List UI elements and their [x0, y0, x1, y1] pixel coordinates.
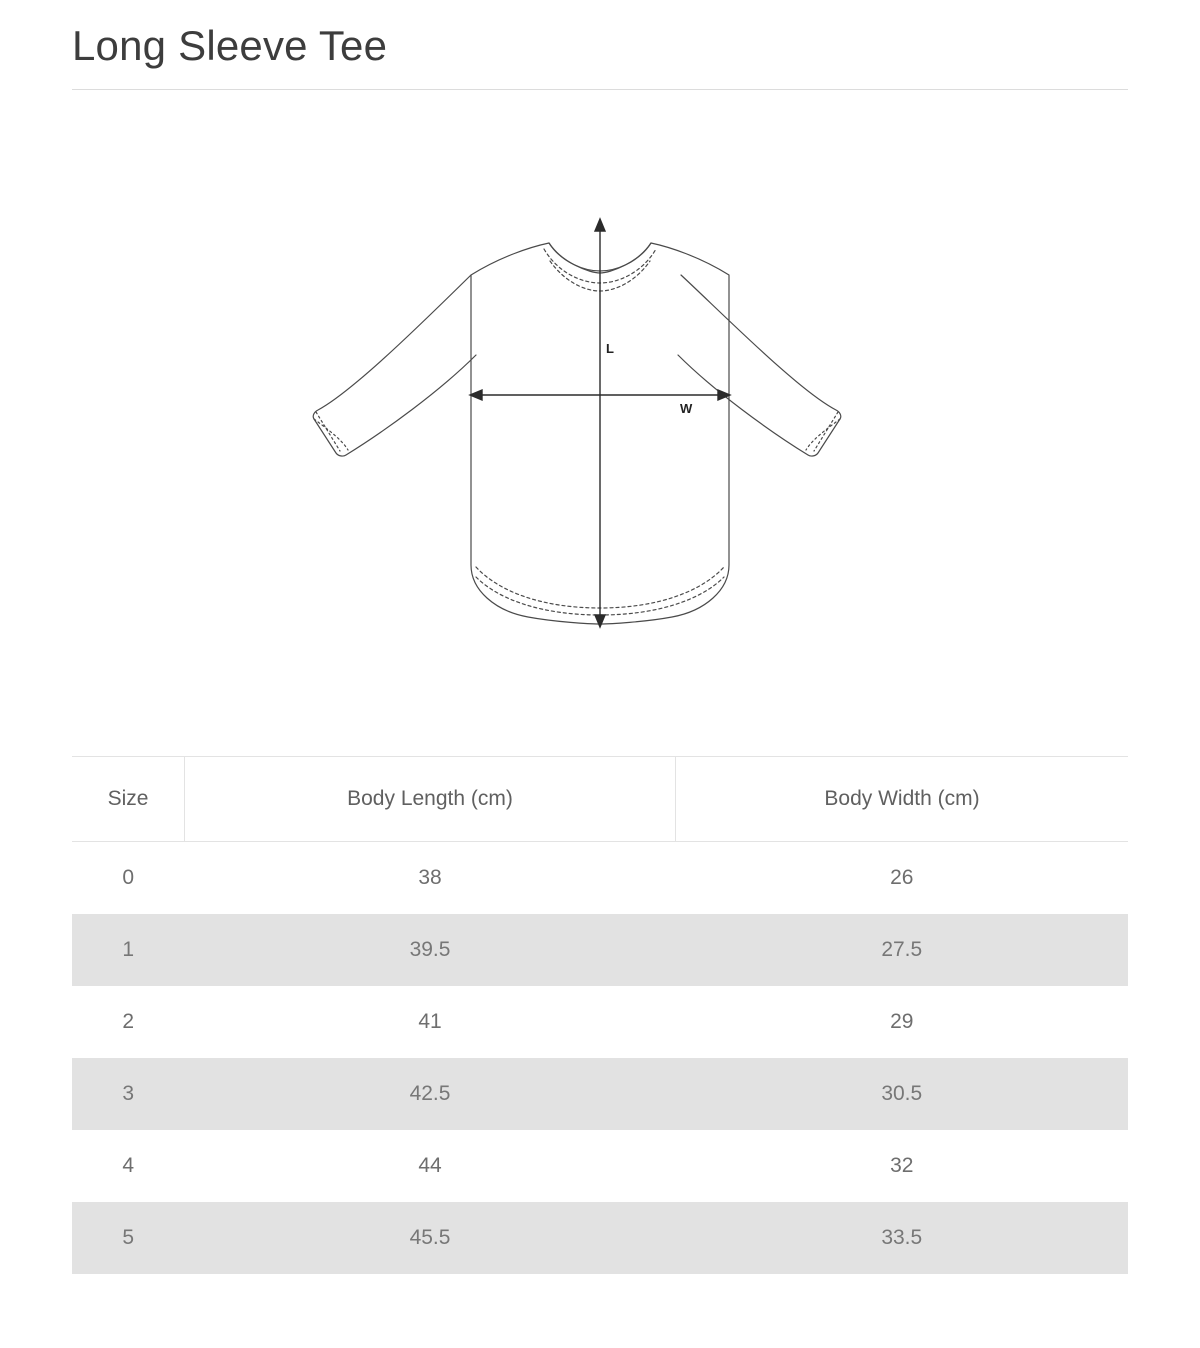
cell-size: 2	[122, 1009, 135, 1033]
table-header-row	[72, 756, 1128, 841]
table-row	[72, 1202, 1128, 1274]
cell-body-length: 45.5	[409, 1225, 451, 1249]
table-row	[72, 841, 1128, 914]
cell-body-width: 26	[890, 865, 914, 889]
table-row	[72, 986, 1128, 1058]
cell-body-length: 41	[418, 1009, 442, 1033]
garment-diagram	[72, 90, 1128, 750]
cell-body-length: 39.5	[409, 937, 451, 961]
table-row	[72, 914, 1128, 986]
table-row	[72, 1130, 1128, 1202]
cell-body-length: 38	[418, 865, 442, 889]
size-chart-table	[72, 756, 1128, 1274]
cell-size: 3	[122, 1081, 135, 1105]
width-label: W	[680, 400, 693, 416]
cell-size: 0	[122, 865, 135, 889]
table-row	[72, 1058, 1128, 1130]
cell-body-width: 33.5	[881, 1225, 923, 1249]
cell-body-width: 30.5	[881, 1081, 923, 1105]
page-title: Long Sleeve Tee	[72, 22, 388, 69]
long-sleeve-tee-icon	[300, 205, 900, 635]
cell-body-length: 44	[418, 1153, 442, 1177]
cell-body-width: 29	[890, 1009, 914, 1033]
cell-body-length: 42.5	[409, 1081, 451, 1105]
length-label: L	[606, 340, 614, 356]
table-body	[72, 841, 1128, 1274]
cell-size: 4	[122, 1153, 135, 1177]
cell-body-width: 27.5	[881, 937, 923, 961]
table-head	[72, 756, 1128, 841]
column-header-body-width: Body Width (cm)	[676, 756, 1129, 841]
cell-size: 1	[122, 937, 135, 961]
cell-size: 5	[122, 1225, 135, 1249]
cell-body-width: 32	[890, 1153, 914, 1177]
column-header-size: Size	[72, 756, 185, 841]
column-header-body-length: Body Length (cm)	[185, 756, 676, 841]
